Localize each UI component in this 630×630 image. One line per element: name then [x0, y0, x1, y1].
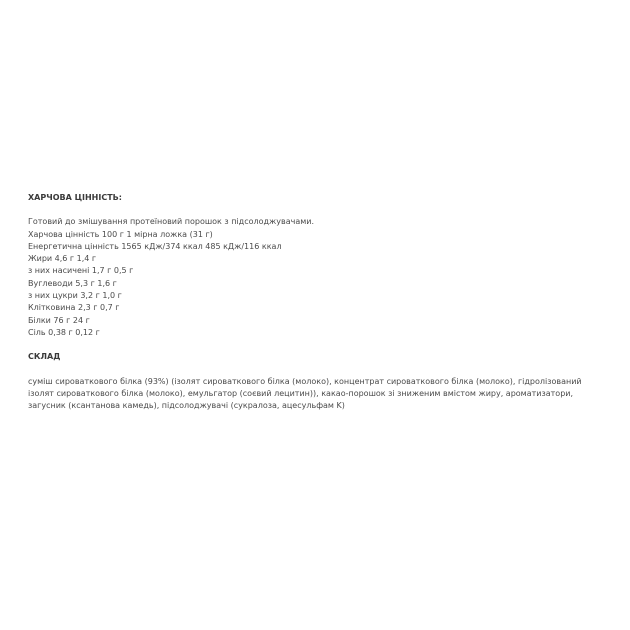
nutrition-line: Вуглеводи 5,3 г 1,6 г: [28, 278, 117, 288]
nutrition-line: з них насичені 1,7 г 0,5 г: [28, 266, 134, 276]
nutrition-heading: ХАРЧОВА ЦІННІСТЬ:: [28, 193, 122, 202]
nutrition-line: Жири 4,6 г 1,4 г: [28, 254, 97, 264]
nutrition-line: Енергетична цінність 1565 кДж/374 ккал 485 кДж/116 ккал: [28, 241, 282, 251]
nutrition-line: Клітковина 2,3 г 0,7 г: [28, 303, 120, 313]
nutrition-line: Харчова цінність 100 г 1 мірна ложка (31 г): [28, 229, 213, 239]
composition-heading: СКЛАД: [28, 352, 61, 362]
nutrition-line: з них цукри 3,2 г 1,0 г: [28, 291, 122, 301]
nutrition-line: Готовий до змішування протеїновий порошок з підсолоджувачами.: [28, 217, 315, 227]
nutrition-line: Сіль 0,38 г 0,12 г: [28, 327, 100, 337]
nutrition-line: Білки 76 г 24 г: [28, 315, 90, 325]
composition-text: суміш сироваткового білка (93%) (ізолят сироваткового білка (молоко), концентрат сироваткового білка (молоко), гідролізований ізолят сироваткового білка (молоко), емульгатор (соєвий лецитин)), какао-порошок зі зниженим вмістом жиру, ароматизатори, загусник (ксантанова камедь), підсолоджувачі (сукралоза, ацесульфам K): [28, 376, 582, 411]
nutrition-list: [28, 216, 603, 339]
product-info: [28, 192, 603, 412]
